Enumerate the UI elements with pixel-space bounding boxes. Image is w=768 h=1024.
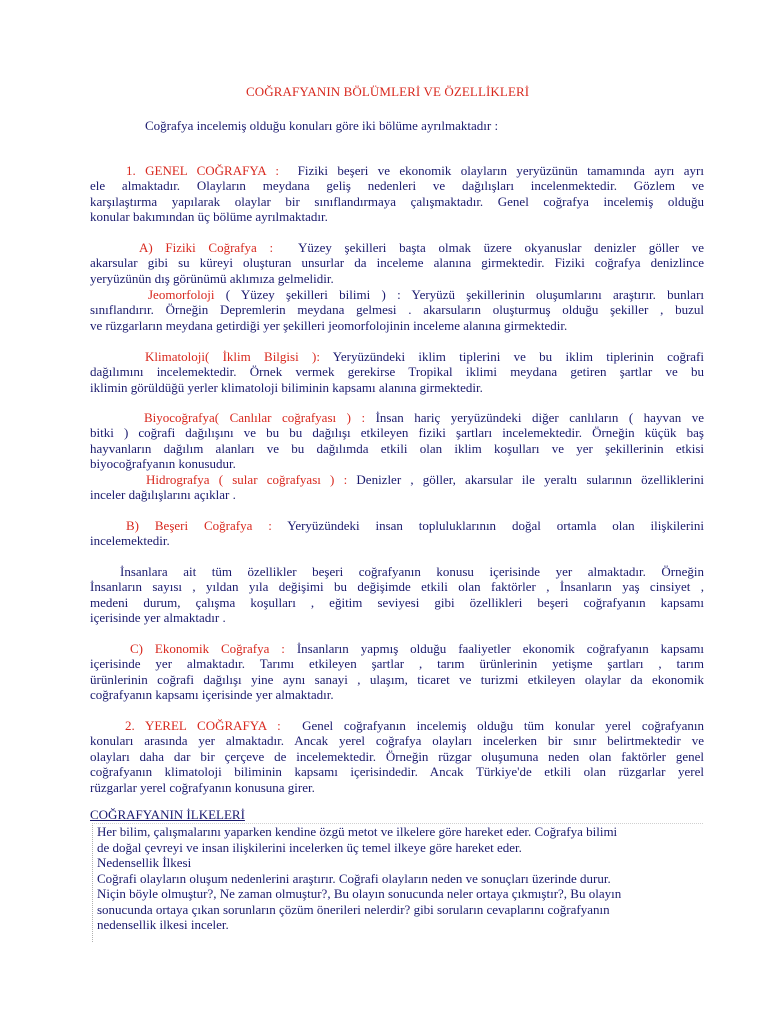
paragraph-line: inceler dağılışlarını açıklar . bbox=[90, 487, 236, 503]
paragraph-line: olayları daha dar bir çerçeve de incelemektedir. Örneğin rüzgar oluşumuna neden olan faktörler genel bbox=[90, 748, 704, 764]
paragraph-line: İnsanlara ait tüm özellikler beşeri coğrafyanın konusu içerisinde yer almaktadır. Örneğin bbox=[120, 564, 704, 579]
paragraph-line: Yeryüzündeki insan topluluklarının doğal ortamla olan ilişkilerini bbox=[287, 518, 704, 533]
nedensellik-line: nedensellik ilkesi inceler. bbox=[97, 917, 229, 932]
paragraph-line: ürünlerinin coğrafi dağılışı yine aynı sanayi , ulaşım, ticaret ve turizmi etkileyen olaylar da ekonomik bbox=[90, 671, 704, 687]
ekonomik-cografya-paragraph bbox=[90, 641, 704, 703]
paragraph-line: ele almaktadır. Olayların meydana geliş nedenleri ve dağılışları incelenmektedir. Gözlem ve bbox=[90, 178, 704, 194]
paragraph-line: Genel coğrafyanın incelemiş olduğu tüm konular yerel coğrafyanın bbox=[302, 718, 705, 733]
paragraph-line: İnsan hariç yeryüzündeki diğer canlıların ( hayvan ve bbox=[375, 410, 704, 425]
paragraph-line: Yüzey şekilleri başta olmak üzere okyanuslar denizler göller ve bbox=[297, 240, 704, 255]
jeomorfoloji-paragraph bbox=[90, 287, 704, 333]
paragraph-line: iklimin görüldüğü yerler klimatoloji biliminin kapsamı alanına girmektedir. bbox=[90, 379, 483, 395]
genel-cografya-label: 1. GENEL COĞRAFYA : bbox=[126, 163, 279, 178]
paragraph-line: biyocoğrafyanın konusudur. bbox=[90, 456, 236, 472]
paragraph-line: rüzgarlar yerel coğrafyanın konusuna girer. bbox=[90, 779, 315, 795]
beseri-cografya-paragraph bbox=[90, 518, 704, 549]
paragraph-line: sınıflandırır. Örneğin Depremlerin meydana gelmesi . akarsuların oluşturmuş olduğu şekiller , buzul bbox=[90, 302, 704, 318]
paragraph-line: coğrafyanın kapsamı içerisinde yer almaktadır. bbox=[90, 687, 334, 703]
yerel-cografya-label: 2. YEREL COĞRAFYA : bbox=[125, 718, 281, 733]
ilkeler-heading: COĞRAFYANIN İLKELERİ bbox=[90, 807, 245, 822]
paragraph-line: bitki ) coğrafi dağılışını ve bu bu dağılışı etkileyen fiziki şartları incelemektedir. Örneğin küçük baş bbox=[90, 425, 704, 441]
biyocografya-label: Biyocoğrafya( Canlılar coğrafyası ) : bbox=[144, 410, 366, 425]
paragraph-line: Fiziki beşeri ve ekonomik olayların yeryüzünün tamamında ayrı ayrı bbox=[297, 163, 704, 178]
hidrografya-paragraph bbox=[90, 472, 704, 503]
paragraph-line: İnsanların sayısı , yıldan yıla değişimi bu değişimde etkili olan faktörler , İnsanların yaş cinsiyet , bbox=[90, 579, 704, 595]
paragraph-line: hayvanların dağılım alanları ve bu dağılımda etkili olan iklim koşulları ve yer şekillerinin etkisi bbox=[90, 440, 704, 456]
ilkeler-line: de doğal çevreyi ve insan ilişkilerini incelerken üç temel ilkeye göre hareket eder. bbox=[97, 840, 522, 855]
paragraph-line: Yeryüzündeki iklim tiplerini ve bu iklim tiplerinin coğrafi bbox=[332, 349, 704, 364]
jeomorfoloji-label: Jeomorfoloji bbox=[148, 287, 215, 302]
nedensellik-line: Coğrafi olayların oluşum nedenlerini araştırır. Coğrafi olayların neden ve sonuçları üzerinde durur. bbox=[97, 871, 611, 886]
nedensellik-line: Niçin böyle olmuştur?, Ne zaman olmuştur?, Bu olayın sonucunda neler ortaya çıkmıştır?, Bu olayın bbox=[97, 886, 622, 901]
paragraph-line: karşılaştırma yapılarak olaylar bir sınıflandırmaya çalışmaktadır. Genel coğrafya incelemiş olduğu bbox=[90, 193, 704, 209]
paragraph-line: akarsular gibi su küreyi oluşturan unsurlar da inceleme alanına girmektedir. Fiziki coğrafya denizlince bbox=[90, 255, 704, 271]
paragraph-line: konuları arasında yer almaktadır. Ancak yerel coğrafya olayları incelerken bir sınır belirtmektedir ve bbox=[90, 733, 704, 749]
paragraph-line: medeni durum, çalışma koşulları , eğitim seviyesi gibi özellikleri beşeri coğrafyanın kapsamı bbox=[90, 594, 704, 610]
paragraph-line: İnsanların yapmış olduğu faaliyetler ekonomik coğrafyanın kapsamı bbox=[296, 641, 705, 656]
paragraph-line: içerisinde yer almaktadır . bbox=[90, 610, 226, 626]
paragraph-line: yeryüzünün dış görünümü aklımıza gelmelidir. bbox=[90, 270, 334, 286]
fiziki-cografya-paragraph bbox=[90, 240, 704, 286]
beseri-cografya-label: B) Beşeri Coğrafya : bbox=[126, 518, 272, 533]
genel-cografya-paragraph bbox=[90, 163, 704, 225]
page-title: COĞRAFYANIN BÖLÜMLERİ VE ÖZELLİKLERİ bbox=[246, 84, 530, 99]
paragraph-line: içerisinde yer almaktadır. Tarımı etkileyen şartlar , tarım ürünlerinin yetişme şartları , tarım bbox=[90, 656, 704, 672]
biyocografya-paragraph bbox=[90, 410, 704, 472]
paragraph-line: incelemektedir. bbox=[90, 533, 170, 549]
insan-ozellikleri-paragraph bbox=[90, 564, 704, 626]
paragraph-line: dağılımını incelemektedir. Örnek vermek gerekirse Tropikal iklimi meydana getiren şartlar ve bu bbox=[90, 364, 704, 380]
yerel-cografya-paragraph bbox=[90, 718, 704, 795]
intro-text: Coğrafya incelemiş olduğu konuları göre iki bölüme ayrılmaktadır : bbox=[145, 118, 499, 133]
paragraph-line: ve rüzgarların meydana getirdiği yer şekilleri jeomorfolojinin inceleme alanına girmektedir. bbox=[90, 317, 568, 333]
paragraph-line: coğrafyanın klimatoloji biliminin kapsamı içerisindedir. Ancak Türkiye'de etkili olan rüzgarlar yerel bbox=[90, 764, 704, 780]
paragraph-line: konular bakımından üç bölüme ayrılmaktadır. bbox=[90, 209, 328, 225]
paragraph-line: ( Yüzey şekilleri bilimi ) : Yeryüzü şekillerinin oluşumlarını araştırır. bunları bbox=[225, 287, 705, 302]
klimatoloji-paragraph bbox=[90, 349, 704, 395]
paragraph-line: Denizler , göller, akarsular ile yeraltı sularının özelliklerini bbox=[356, 472, 704, 487]
nedensellik-line: sonucunda ortaya çıkan sorunların çözüm önerileri nelerdir? gibi soruların cevaplarını coğrafyanın bbox=[97, 902, 610, 917]
klimatoloji-label: Klimatoloji( İklim Bilgisi ): bbox=[145, 349, 320, 364]
nedensellik-heading: Nedensellik İlkesi bbox=[97, 855, 192, 870]
fiziki-cografya-label: A) Fiziki Coğrafya : bbox=[139, 240, 274, 255]
ilkeler-line: Her bilim, çalışmalarını yaparken kendine özgü metot ve ilkelere göre hareket eder. Coğrafya bilimi bbox=[97, 824, 618, 839]
ekonomik-cografya-label: C) Ekonomik Coğrafya : bbox=[130, 641, 285, 656]
hidrografya-label: Hidrografya ( sular coğrafyası ) : bbox=[146, 472, 348, 487]
